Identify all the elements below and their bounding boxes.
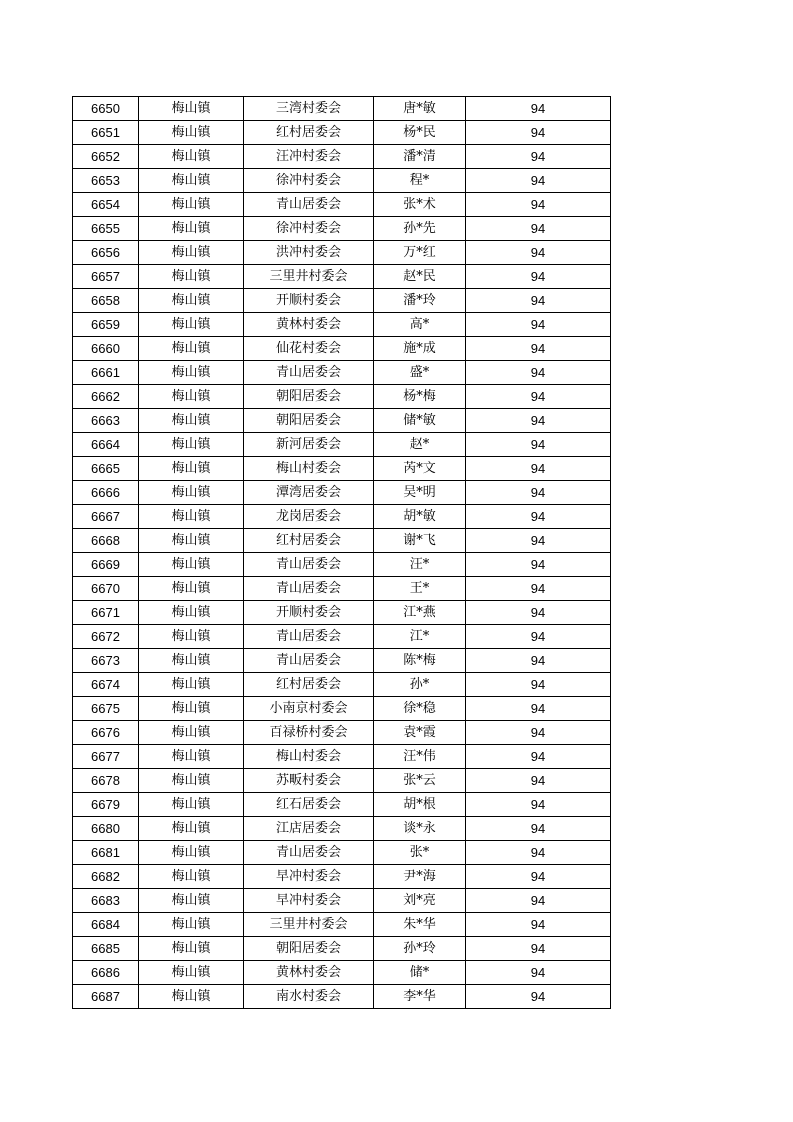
town-cell: 梅山镇	[139, 913, 244, 937]
village-committee-cell: 红村居委会	[244, 529, 374, 553]
village-committee-cell: 青山居委会	[244, 841, 374, 865]
table-row	[73, 265, 611, 289]
town-cell: 梅山镇	[139, 433, 244, 457]
row-number-cell: 6653	[73, 169, 139, 193]
village-committee-cell: 三湾村委会	[244, 97, 374, 121]
person-name-cell: 江*燕	[374, 601, 466, 625]
row-number-cell: 6683	[73, 889, 139, 913]
village-committee-cell: 龙岗居委会	[244, 505, 374, 529]
village-committee-cell: 徐冲村委会	[244, 169, 374, 193]
table-row	[73, 121, 611, 145]
town-cell: 梅山镇	[139, 865, 244, 889]
person-name-cell: 江*	[374, 625, 466, 649]
score-cell: 94	[466, 241, 611, 265]
village-committee-cell: 苏畈村委会	[244, 769, 374, 793]
town-cell: 梅山镇	[139, 985, 244, 1009]
person-name-cell: 陈*梅	[374, 649, 466, 673]
village-committee-cell: 青山居委会	[244, 361, 374, 385]
town-cell: 梅山镇	[139, 457, 244, 481]
town-cell: 梅山镇	[139, 313, 244, 337]
person-name-cell: 汪*伟	[374, 745, 466, 769]
score-cell: 94	[466, 601, 611, 625]
village-committee-cell: 青山居委会	[244, 625, 374, 649]
village-committee-cell: 黄林村委会	[244, 961, 374, 985]
table-row	[73, 337, 611, 361]
score-cell: 94	[466, 313, 611, 337]
village-committee-cell: 仙花村委会	[244, 337, 374, 361]
table-row	[73, 793, 611, 817]
person-name-cell: 盛*	[374, 361, 466, 385]
score-cell: 94	[466, 721, 611, 745]
score-cell: 94	[466, 817, 611, 841]
row-number-cell: 6679	[73, 793, 139, 817]
table-row	[73, 505, 611, 529]
town-cell: 梅山镇	[139, 673, 244, 697]
score-cell: 94	[466, 433, 611, 457]
town-cell: 梅山镇	[139, 601, 244, 625]
row-number-cell: 6664	[73, 433, 139, 457]
score-cell: 94	[466, 121, 611, 145]
score-cell: 94	[466, 265, 611, 289]
score-cell: 94	[466, 649, 611, 673]
town-cell: 梅山镇	[139, 793, 244, 817]
person-name-cell: 王*	[374, 577, 466, 601]
score-cell: 94	[466, 361, 611, 385]
row-number-cell: 6662	[73, 385, 139, 409]
score-cell: 94	[466, 337, 611, 361]
town-cell: 梅山镇	[139, 505, 244, 529]
town-cell: 梅山镇	[139, 625, 244, 649]
score-cell: 94	[466, 145, 611, 169]
row-number-cell: 6687	[73, 985, 139, 1009]
row-number-cell: 6657	[73, 265, 139, 289]
person-name-cell: 潘*清	[374, 145, 466, 169]
person-name-cell: 孙*	[374, 673, 466, 697]
table-row	[73, 289, 611, 313]
town-cell: 梅山镇	[139, 361, 244, 385]
table-row	[73, 817, 611, 841]
table-row	[73, 481, 611, 505]
person-name-cell: 谈*永	[374, 817, 466, 841]
town-cell: 梅山镇	[139, 217, 244, 241]
table-row	[73, 721, 611, 745]
village-committee-cell: 梅山村委会	[244, 745, 374, 769]
person-name-cell: 高*	[374, 313, 466, 337]
score-cell: 94	[466, 625, 611, 649]
village-committee-cell: 青山居委会	[244, 649, 374, 673]
person-name-cell: 孙*先	[374, 217, 466, 241]
person-name-cell: 汪*	[374, 553, 466, 577]
table-row	[73, 385, 611, 409]
table-row	[73, 673, 611, 697]
person-name-cell: 张*云	[374, 769, 466, 793]
village-committee-cell: 三里井村委会	[244, 913, 374, 937]
score-cell: 94	[466, 961, 611, 985]
person-name-cell: 杨*梅	[374, 385, 466, 409]
row-number-cell: 6676	[73, 721, 139, 745]
table-row	[73, 241, 611, 265]
village-committee-cell: 黄林村委会	[244, 313, 374, 337]
person-name-cell: 胡*敏	[374, 505, 466, 529]
score-cell: 94	[466, 169, 611, 193]
person-name-cell: 潘*玲	[374, 289, 466, 313]
score-cell: 94	[466, 769, 611, 793]
table-row	[73, 697, 611, 721]
town-cell: 梅山镇	[139, 337, 244, 361]
town-cell: 梅山镇	[139, 385, 244, 409]
table-row	[73, 985, 611, 1009]
person-name-cell: 胡*根	[374, 793, 466, 817]
town-cell: 梅山镇	[139, 577, 244, 601]
table-row	[73, 961, 611, 985]
table-row	[73, 745, 611, 769]
person-name-cell: 吴*明	[374, 481, 466, 505]
row-number-cell: 6656	[73, 241, 139, 265]
person-name-cell: 施*成	[374, 337, 466, 361]
village-committee-cell: 红石居委会	[244, 793, 374, 817]
person-name-cell: 尹*海	[374, 865, 466, 889]
row-number-cell: 6682	[73, 865, 139, 889]
score-cell: 94	[466, 889, 611, 913]
row-number-cell: 6655	[73, 217, 139, 241]
village-committee-cell: 朝阳居委会	[244, 937, 374, 961]
village-committee-cell: 红村居委会	[244, 673, 374, 697]
person-name-cell: 刘*亮	[374, 889, 466, 913]
row-number-cell: 6680	[73, 817, 139, 841]
village-committee-cell: 青山居委会	[244, 193, 374, 217]
table-row	[73, 217, 611, 241]
score-cell: 94	[466, 937, 611, 961]
row-number-cell: 6686	[73, 961, 139, 985]
village-committee-cell: 青山居委会	[244, 577, 374, 601]
row-number-cell: 6669	[73, 553, 139, 577]
score-cell: 94	[466, 409, 611, 433]
row-number-cell: 6651	[73, 121, 139, 145]
town-cell: 梅山镇	[139, 241, 244, 265]
village-committee-cell: 南水村委会	[244, 985, 374, 1009]
town-cell: 梅山镇	[139, 553, 244, 577]
person-name-cell: 程*	[374, 169, 466, 193]
score-cell: 94	[466, 913, 611, 937]
row-number-cell: 6684	[73, 913, 139, 937]
table-row	[73, 193, 611, 217]
table-row	[73, 457, 611, 481]
person-name-cell: 芮*文	[374, 457, 466, 481]
town-cell: 梅山镇	[139, 769, 244, 793]
town-cell: 梅山镇	[139, 889, 244, 913]
person-name-cell: 袁*霞	[374, 721, 466, 745]
village-committee-cell: 小南京村委会	[244, 697, 374, 721]
score-cell: 94	[466, 697, 611, 721]
score-cell: 94	[466, 97, 611, 121]
row-number-cell: 6673	[73, 649, 139, 673]
town-cell: 梅山镇	[139, 121, 244, 145]
row-number-cell: 6661	[73, 361, 139, 385]
village-committee-cell: 洪冲村委会	[244, 241, 374, 265]
person-name-cell: 赵*	[374, 433, 466, 457]
village-committee-cell: 开顺村委会	[244, 289, 374, 313]
score-cell: 94	[466, 385, 611, 409]
table-row	[73, 529, 611, 553]
score-cell: 94	[466, 553, 611, 577]
village-committee-cell: 徐冲村委会	[244, 217, 374, 241]
table-row	[73, 409, 611, 433]
score-cell: 94	[466, 577, 611, 601]
row-number-cell: 6685	[73, 937, 139, 961]
row-number-cell: 6670	[73, 577, 139, 601]
town-cell: 梅山镇	[139, 961, 244, 985]
town-cell: 梅山镇	[139, 697, 244, 721]
town-cell: 梅山镇	[139, 745, 244, 769]
table-row	[73, 169, 611, 193]
row-number-cell: 6666	[73, 481, 139, 505]
row-number-cell: 6665	[73, 457, 139, 481]
town-cell: 梅山镇	[139, 481, 244, 505]
town-cell: 梅山镇	[139, 841, 244, 865]
town-cell: 梅山镇	[139, 721, 244, 745]
score-cell: 94	[466, 505, 611, 529]
row-number-cell: 6668	[73, 529, 139, 553]
town-cell: 梅山镇	[139, 97, 244, 121]
table-row	[73, 769, 611, 793]
table-row	[73, 145, 611, 169]
row-number-cell: 6681	[73, 841, 139, 865]
village-committee-cell: 早冲村委会	[244, 865, 374, 889]
village-committee-cell: 朝阳居委会	[244, 409, 374, 433]
score-cell: 94	[466, 793, 611, 817]
table-row	[73, 937, 611, 961]
roster-table-body	[73, 97, 611, 1009]
table-row	[73, 865, 611, 889]
town-cell: 梅山镇	[139, 937, 244, 961]
roster-table	[72, 96, 611, 1009]
town-cell: 梅山镇	[139, 289, 244, 313]
person-name-cell: 杨*民	[374, 121, 466, 145]
row-number-cell: 6660	[73, 337, 139, 361]
table-row	[73, 433, 611, 457]
person-name-cell: 谢*飞	[374, 529, 466, 553]
town-cell: 梅山镇	[139, 817, 244, 841]
table-row	[73, 649, 611, 673]
person-name-cell: 孙*玲	[374, 937, 466, 961]
table-row	[73, 553, 611, 577]
row-number-cell: 6650	[73, 97, 139, 121]
person-name-cell: 李*华	[374, 985, 466, 1009]
village-committee-cell: 新河居委会	[244, 433, 374, 457]
score-cell: 94	[466, 289, 611, 313]
table-row	[73, 841, 611, 865]
village-committee-cell: 早冲村委会	[244, 889, 374, 913]
row-number-cell: 6663	[73, 409, 139, 433]
table-row	[73, 889, 611, 913]
row-number-cell: 6654	[73, 193, 139, 217]
person-name-cell: 张*	[374, 841, 466, 865]
table-row	[73, 913, 611, 937]
row-number-cell: 6652	[73, 145, 139, 169]
table-row	[73, 625, 611, 649]
village-committee-cell: 开顺村委会	[244, 601, 374, 625]
score-cell: 94	[466, 481, 611, 505]
row-number-cell: 6658	[73, 289, 139, 313]
score-cell: 94	[466, 841, 611, 865]
village-committee-cell: 汪冲村委会	[244, 145, 374, 169]
score-cell: 94	[466, 745, 611, 769]
row-number-cell: 6659	[73, 313, 139, 337]
town-cell: 梅山镇	[139, 265, 244, 289]
row-number-cell: 6671	[73, 601, 139, 625]
village-committee-cell: 青山居委会	[244, 553, 374, 577]
village-committee-cell: 江店居委会	[244, 817, 374, 841]
village-committee-cell: 潭湾居委会	[244, 481, 374, 505]
town-cell: 梅山镇	[139, 409, 244, 433]
person-name-cell: 朱*华	[374, 913, 466, 937]
score-cell: 94	[466, 985, 611, 1009]
score-cell: 94	[466, 673, 611, 697]
table-row	[73, 577, 611, 601]
village-committee-cell: 百禄桥村委会	[244, 721, 374, 745]
person-name-cell: 唐*敏	[374, 97, 466, 121]
score-cell: 94	[466, 193, 611, 217]
row-number-cell: 6677	[73, 745, 139, 769]
village-committee-cell: 朝阳居委会	[244, 385, 374, 409]
person-name-cell: 储*	[374, 961, 466, 985]
table-row	[73, 97, 611, 121]
row-number-cell: 6667	[73, 505, 139, 529]
village-committee-cell: 三里井村委会	[244, 265, 374, 289]
village-committee-cell: 红村居委会	[244, 121, 374, 145]
town-cell: 梅山镇	[139, 169, 244, 193]
row-number-cell: 6675	[73, 697, 139, 721]
row-number-cell: 6678	[73, 769, 139, 793]
table-row	[73, 313, 611, 337]
person-name-cell: 张*术	[374, 193, 466, 217]
score-cell: 94	[466, 457, 611, 481]
person-name-cell: 万*红	[374, 241, 466, 265]
row-number-cell: 6674	[73, 673, 139, 697]
row-number-cell: 6672	[73, 625, 139, 649]
score-cell: 94	[466, 217, 611, 241]
town-cell: 梅山镇	[139, 145, 244, 169]
person-name-cell: 储*敏	[374, 409, 466, 433]
person-name-cell: 徐*稳	[374, 697, 466, 721]
score-cell: 94	[466, 529, 611, 553]
person-name-cell: 赵*民	[374, 265, 466, 289]
village-committee-cell: 梅山村委会	[244, 457, 374, 481]
table-row	[73, 601, 611, 625]
town-cell: 梅山镇	[139, 529, 244, 553]
town-cell: 梅山镇	[139, 649, 244, 673]
score-cell: 94	[466, 865, 611, 889]
town-cell: 梅山镇	[139, 193, 244, 217]
table-row	[73, 361, 611, 385]
